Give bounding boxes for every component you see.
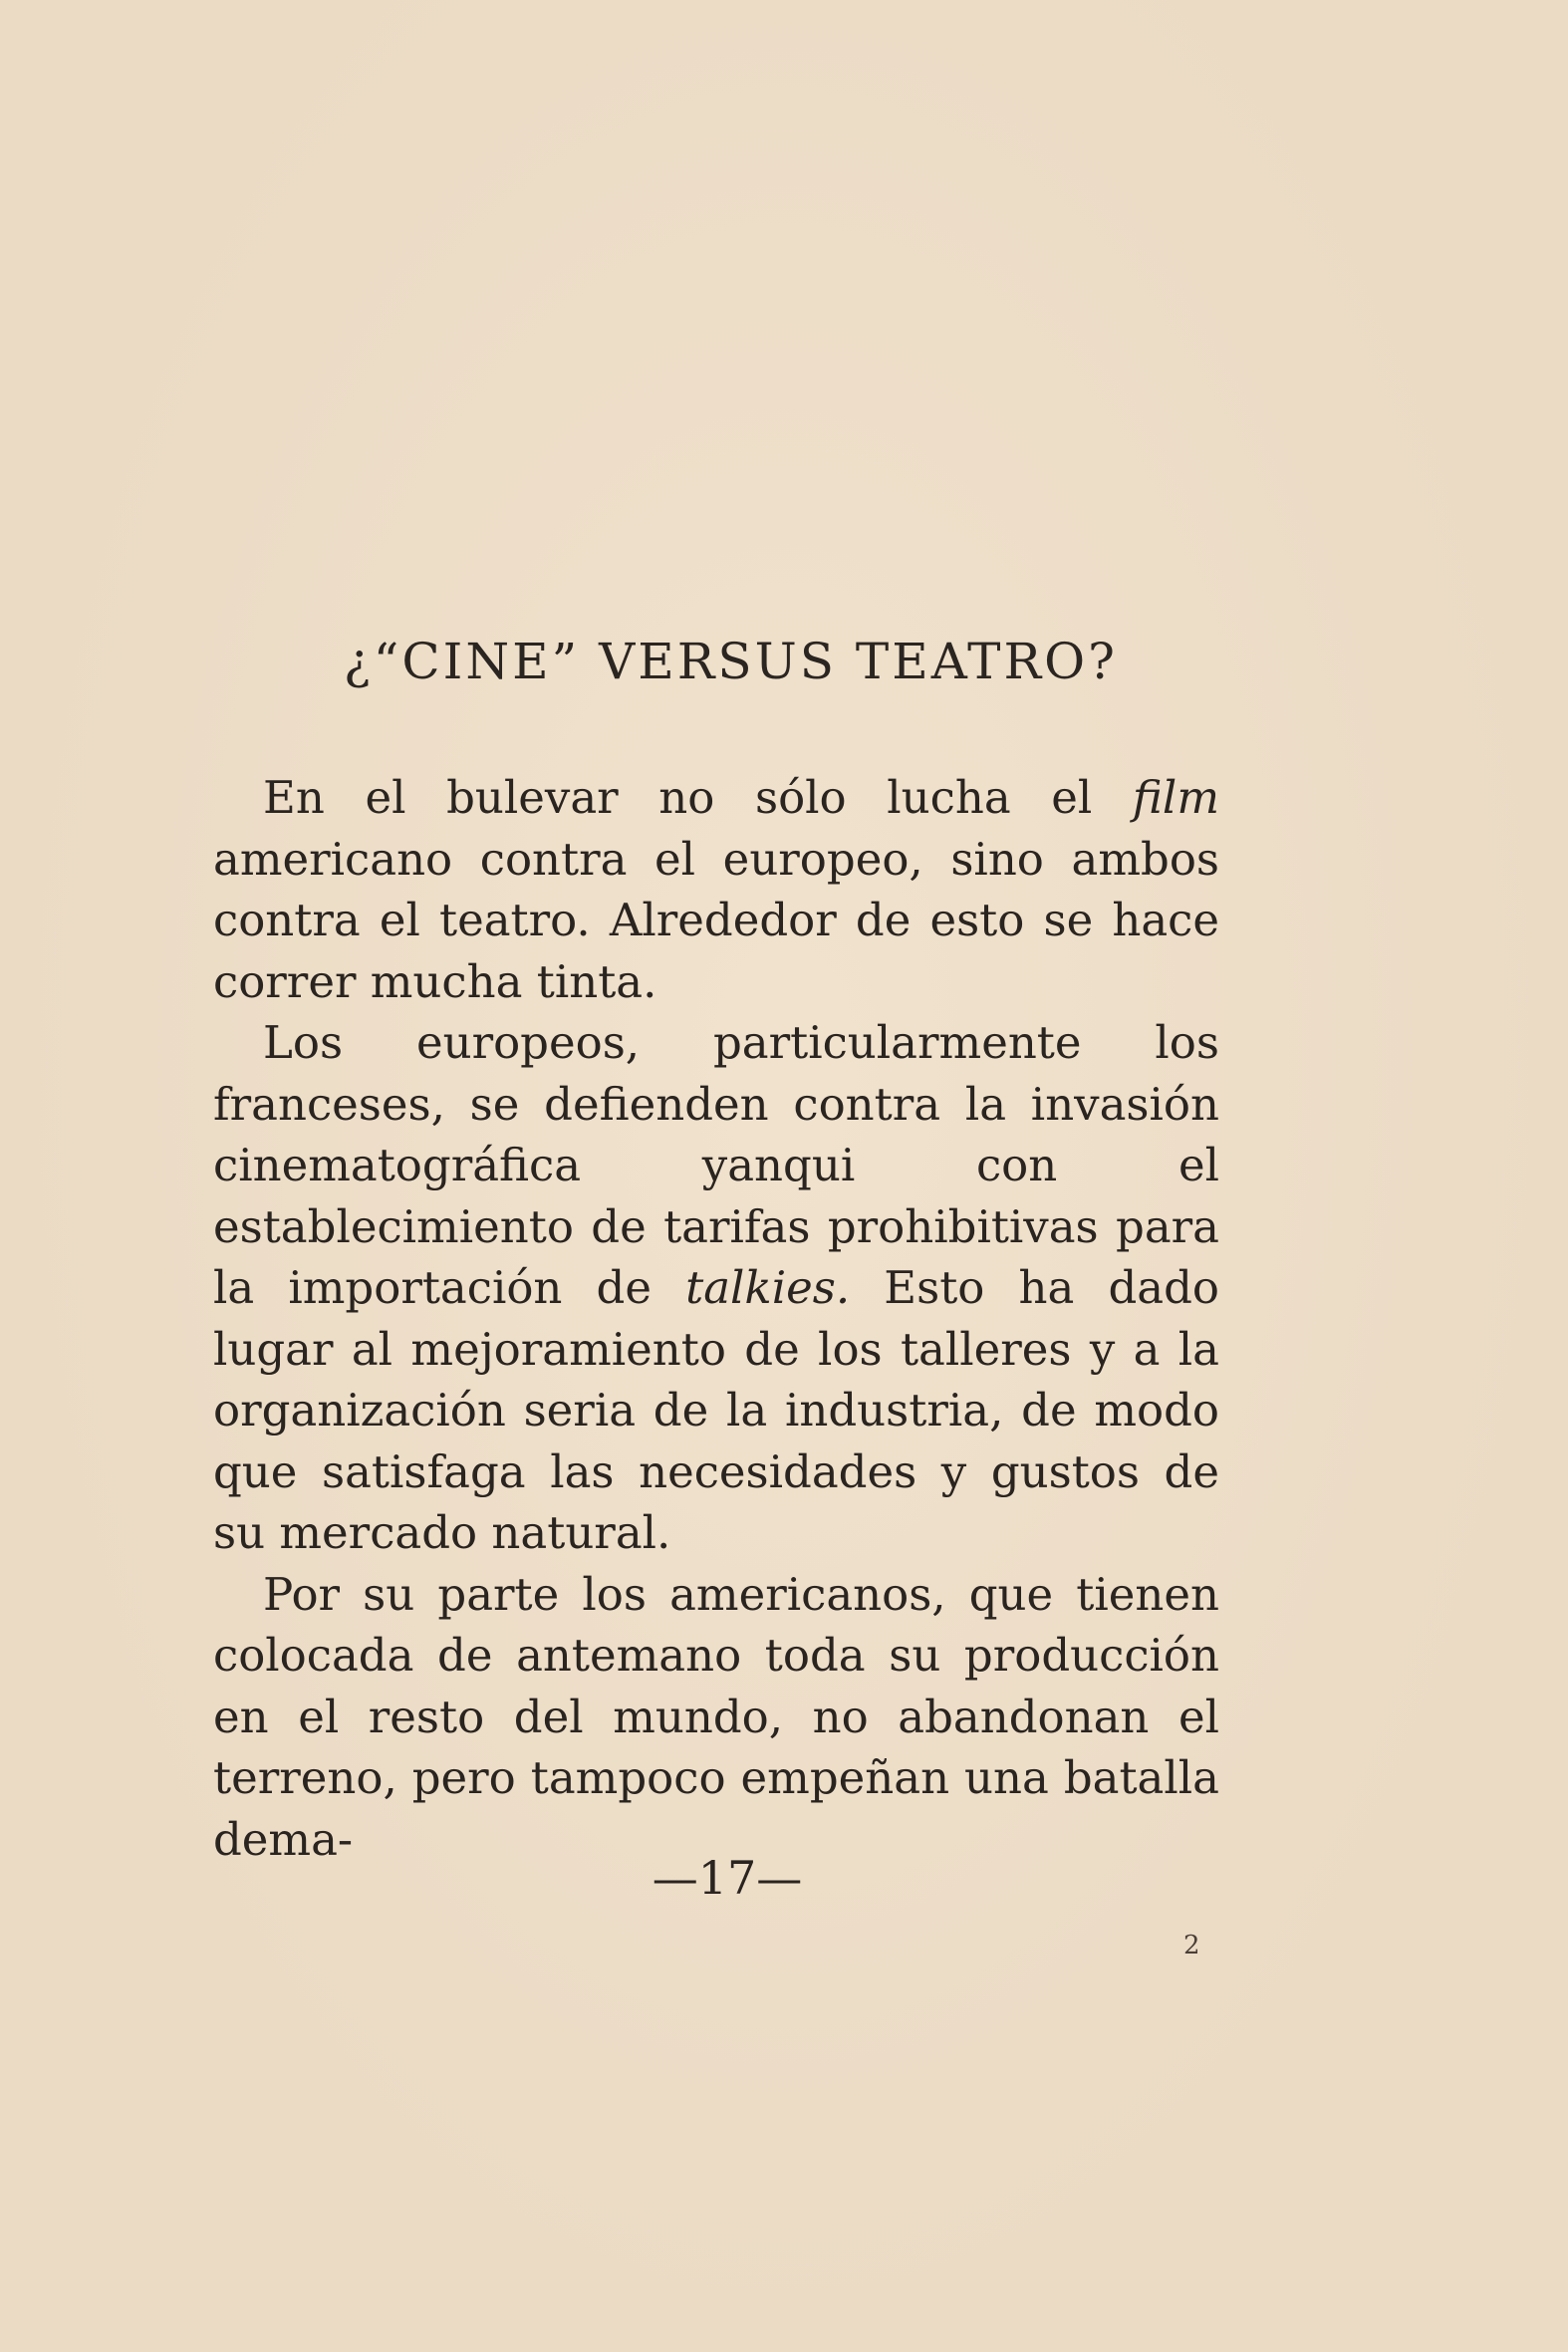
paragraph-2 (213, 1012, 1219, 1564)
body-text (213, 767, 1219, 1870)
paragraph-2-text-a: Los europeos, particularmente los franceses, se defienden contra la invasión cinematográfica yanqui con el establecimiento de tarifas prohibitivas para la importación de (213, 1016, 1219, 1314)
chapter-title: ¿“CINE” VERSUS TEATRO? (344, 633, 1118, 690)
signature-mark: 2 (1183, 1931, 1200, 1960)
paragraph-1-text-a: En el bulevar no sólo lucha el (263, 771, 1133, 824)
paragraph-3-text-a: Por su parte los americanos, que tienen colocada de antemano toda su producción en el resto del mundo, no abandonan el terreno, pero tampoco empeñan una batalla dema- (213, 1567, 1219, 1866)
page-number: —17— (652, 1851, 803, 1905)
paragraph-1 (213, 767, 1219, 1012)
paragraph-2-italic: talkies. (685, 1261, 851, 1314)
paragraph-1-text-b: americano contra el europeo, sino ambos contra el teatro. Alrededor de esto se hace correr mucha tinta. (213, 832, 1219, 1008)
paragraph-3 (213, 1564, 1219, 1871)
paragraph-2-text-b: Esto ha dado lugar al mejoramiento de los talleres y a la organización seria de la industria, de modo que satisfaga las necesidades y gustos de su mercado natural. (213, 1261, 1219, 1559)
paragraph-1-italic: film (1132, 771, 1219, 824)
